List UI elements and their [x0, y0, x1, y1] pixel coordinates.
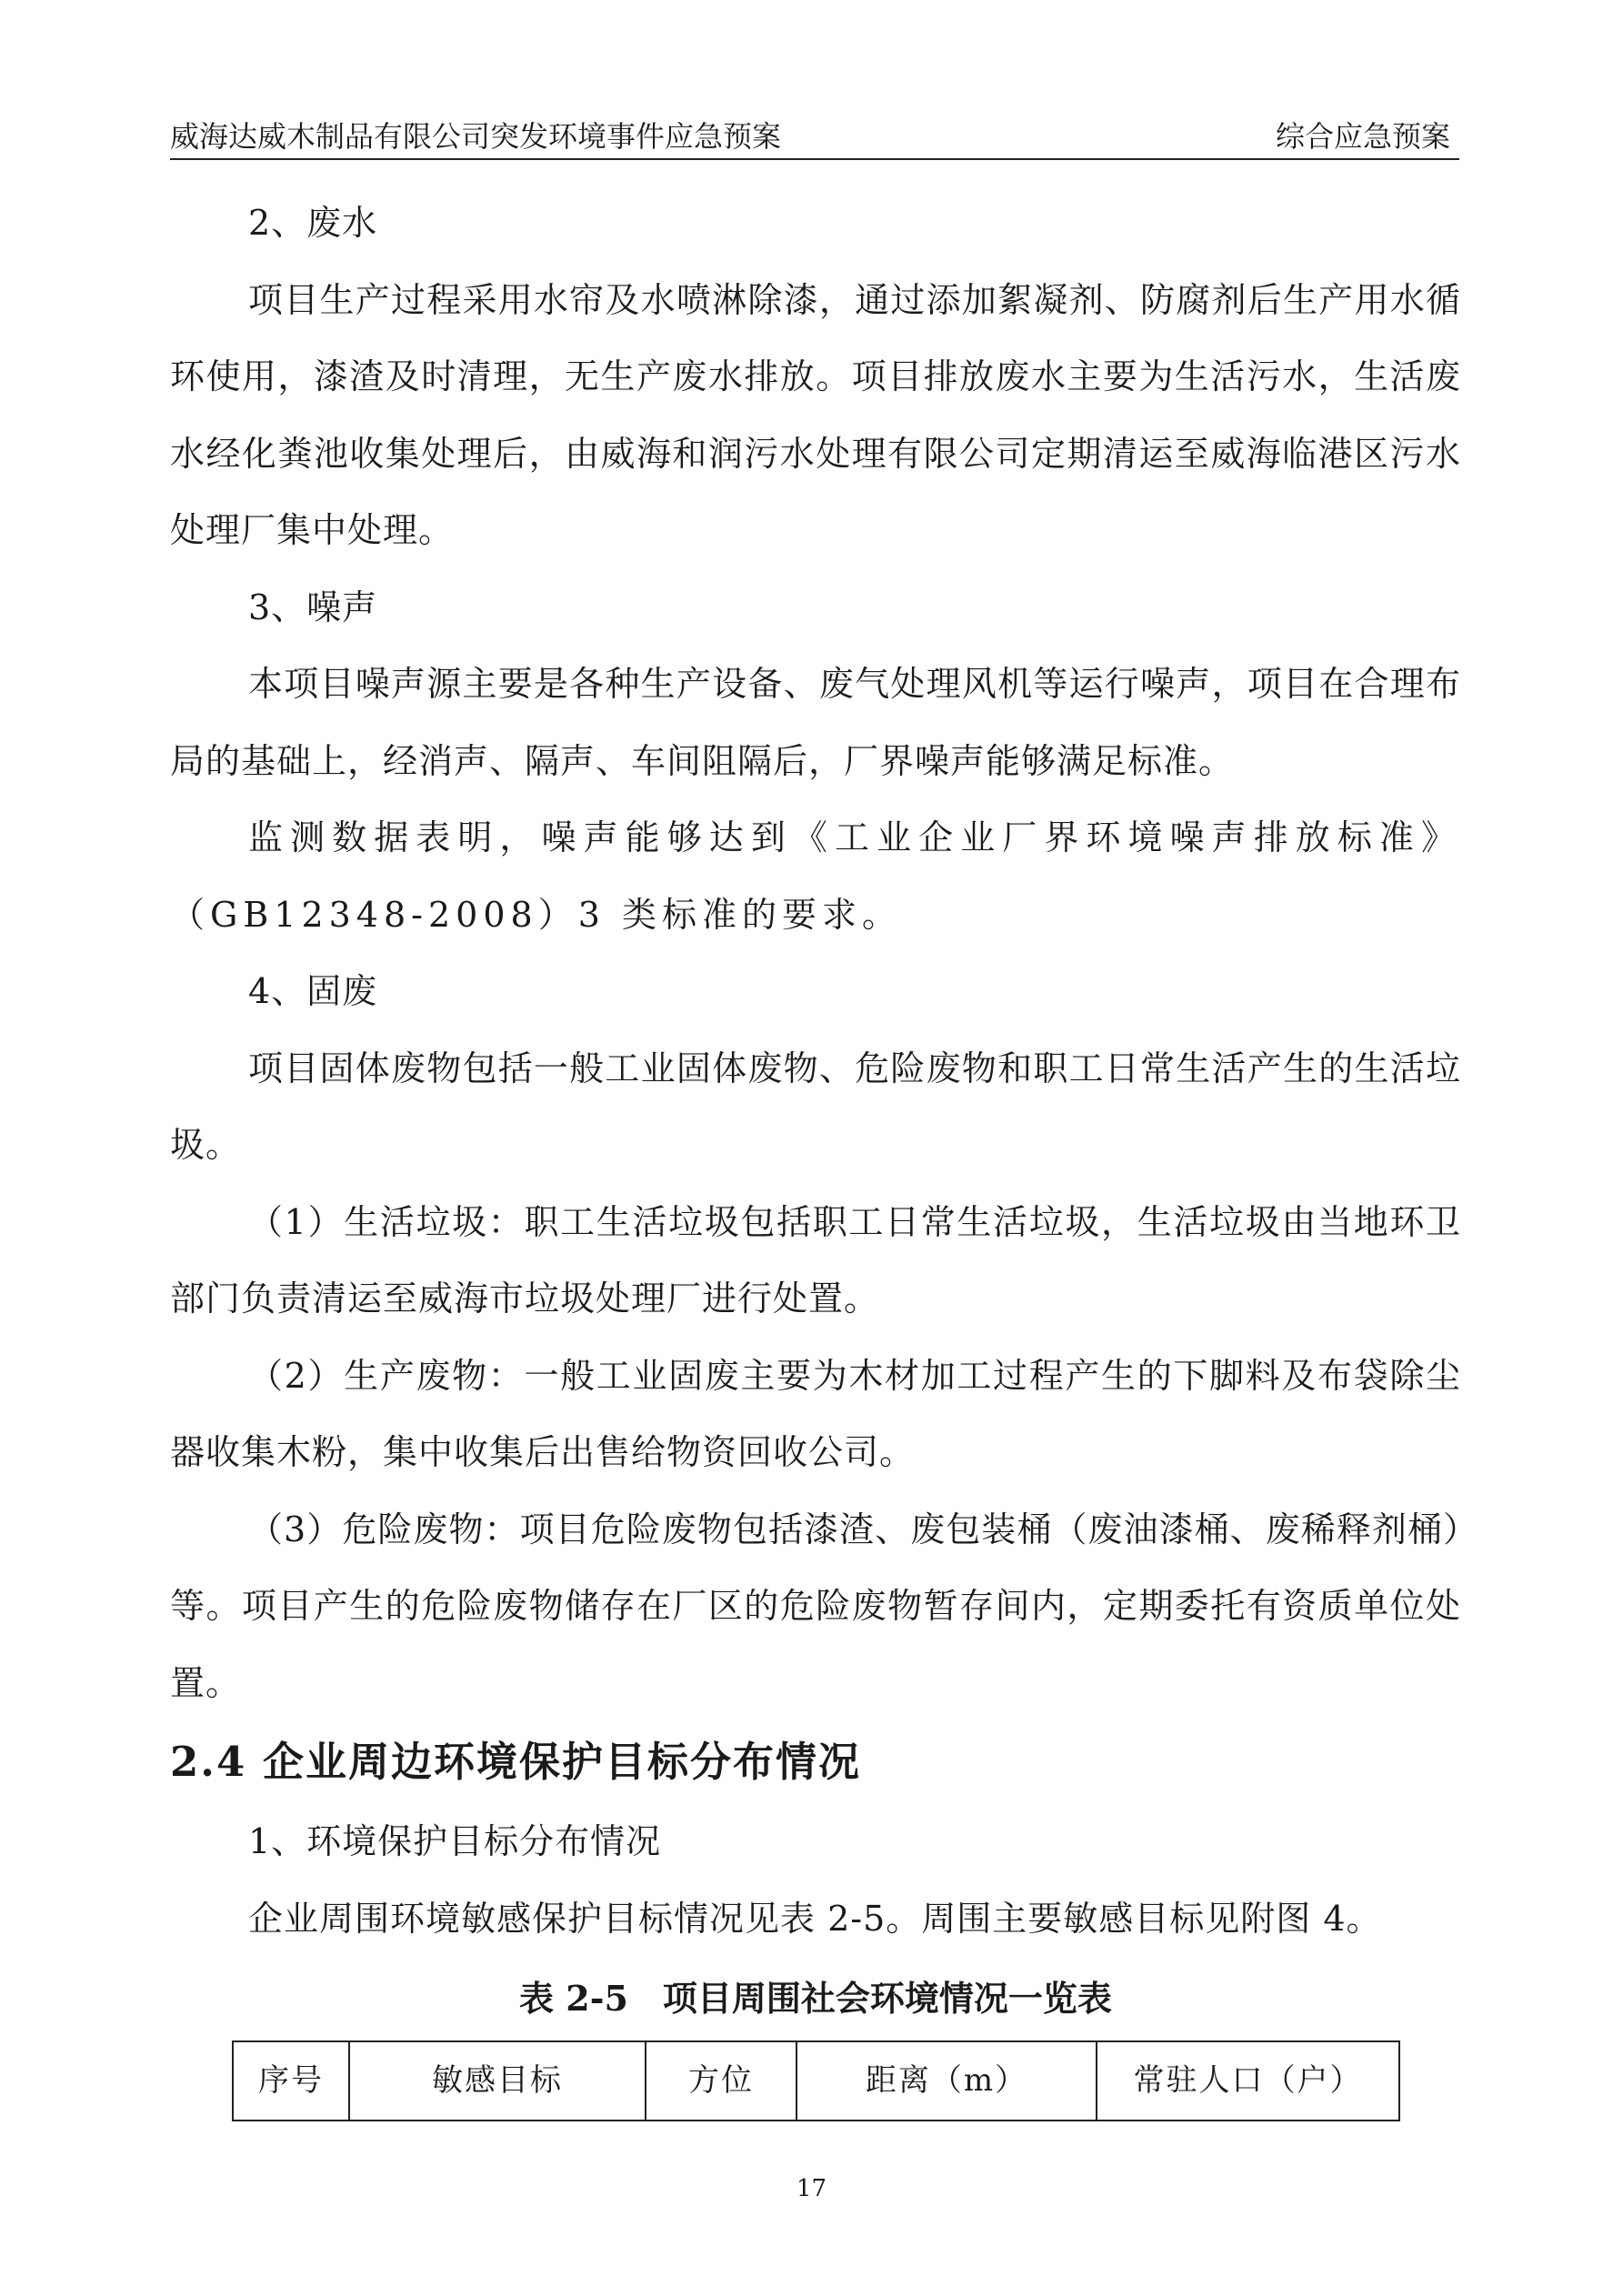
paragraph-domestic-garbage: （1）生活垃圾：职工生活垃圾包括职工日常生活垃圾，生活垃圾由当地环卫部门负责清运至威海市垃圾处理厂进行处置。 [170, 1201, 1461, 1318]
section-heading: 2.4 企业周边环境保护目标分布情况 [170, 1738, 861, 1786]
page-header [170, 115, 1459, 160]
table-header-cell: 敏感目标 [349, 2041, 646, 2121]
table-header-cell: 常驻人口（户） [1097, 2041, 1399, 2121]
table-header-cell: 序号 [233, 2041, 349, 2121]
paragraph-noise-sources: 本项目噪声源主要是各种生产设备、废气处理风机等运行噪声，项目在合理布局的基础上，经消声、隔声、车间阻隔后，厂界噪声能够满足标准。 [170, 664, 1461, 781]
paragraph-production-waste: （2）生产废物：一般工业固废主要为木材加工过程产生的下脚料及布袋除尘器收集木粉，集中收集后出售给物资回收公司。 [170, 1355, 1461, 1472]
header-section-label: 综合应急预案 [1275, 119, 1450, 154]
table-title: 表 2-5 项目周围社会环境情况一览表 [519, 1978, 1112, 2019]
table-header-cell: 距离（m） [796, 2041, 1097, 2121]
paragraph-solid-waste: 项目固体废物包括一般工业固体废物、危险废物和职工日常生活产生的生活垃圾。 [170, 1048, 1461, 1165]
subheading-wastewater: 2、废水 [248, 203, 378, 243]
header-document-title: 威海达威木制品有限公司突发环境事件应急预案 [170, 119, 782, 154]
paragraph-wastewater: 项目生产过程采用水帘及水喷淋除漆，通过添加絮凝剂、防腐剂后生产用水循环使用，漆渣及时清理，无生产废水排放。项目排放废水主要为生活污水，生活废水经化粪池收集处理后，由威海和润污水处理有限公司定期清运至威海临港区污水处理厂集中处理。 [170, 279, 1461, 550]
paragraph-protection-targets: 企业周围环境敏感保护目标情况见表 2-5。周围主要敏感目标见附图 4。 [248, 1898, 1382, 1939]
subheading-solid-waste: 4、固废 [248, 971, 378, 1011]
paragraph-noise-monitoring: 监测数据表明，噪声能够达到《工业企业厂界环境噪声排放标准》（GB12348-2008）3 类标准的要求。 [170, 817, 1461, 935]
page-content [170, 185, 1461, 2121]
page-number: 17 [796, 2175, 827, 2202]
table-header-cell: 方位 [646, 2041, 796, 2121]
social-environment-table [232, 2040, 1400, 2121]
subheading-protection-targets: 1、环境保护目标分布情况 [248, 1821, 662, 1861]
paragraph-hazardous-waste: （3）危险废物：项目危险废物包括漆渣、废包装桶（废油漆桶、废稀释剂桶）等。项目产生的危险废物储存在厂区的危险废物暂存间内，定期委托有资质单位处置。 [170, 1509, 1461, 1703]
table-header-row [233, 2041, 1399, 2121]
subheading-noise: 3、噪声 [248, 587, 378, 627]
